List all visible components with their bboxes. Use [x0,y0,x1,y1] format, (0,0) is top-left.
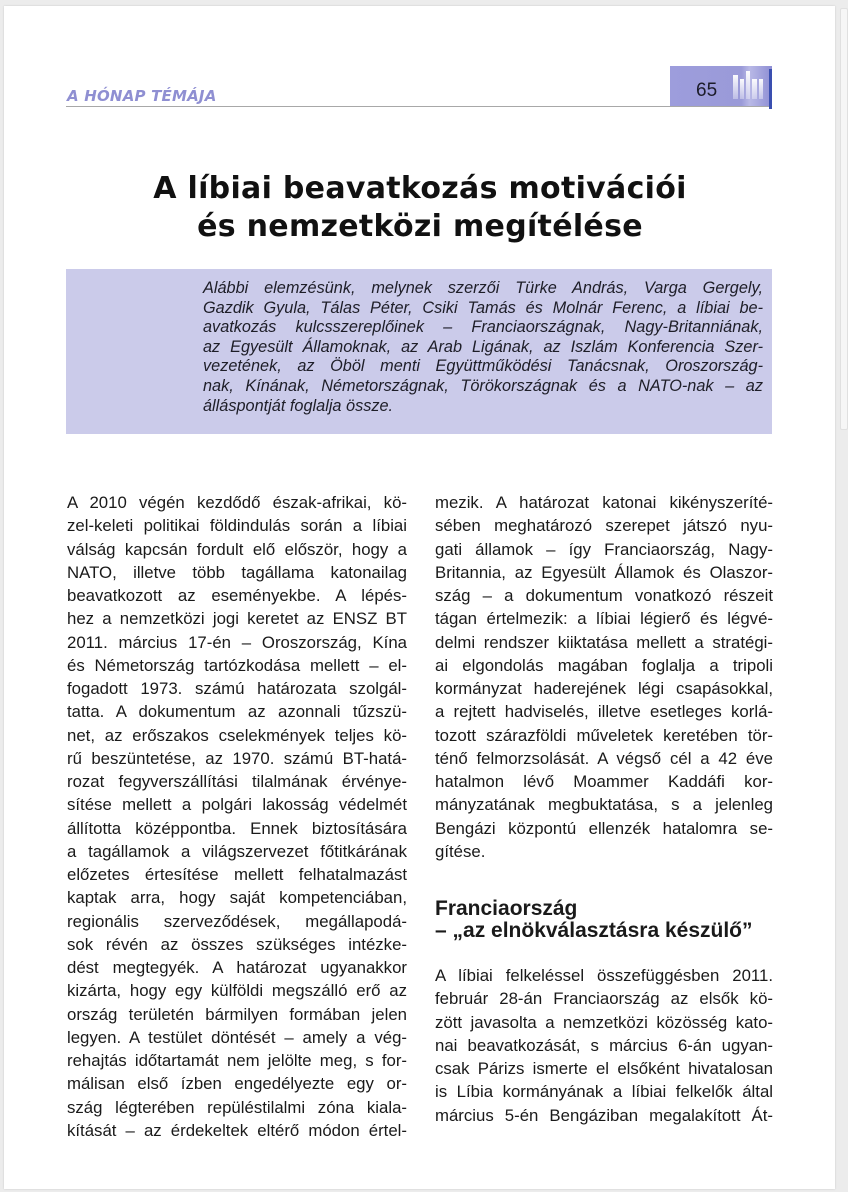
body-line: a tagállamok a világszervezet főtitkárának [67,841,407,861]
logo-accent-bar [769,69,772,109]
body-line: is Líbia kormányának a líbiai felkelők által [435,1082,773,1102]
lead-line: Alábbi elemzésünk, melynek szerzői Türke András, Varga Gergely, [203,279,763,297]
title-line: A líbiai beavatkozás motivációi [153,171,687,206]
body-line: legyen. A testület döntését – amely a vég- [67,1027,407,1047]
scrollbar-track[interactable] [835,0,848,1192]
magazine-logo-icon [731,69,769,103]
body-line: ország területén bármilyen formában jelen [67,1004,407,1024]
scrollbar-thumb[interactable] [840,8,848,430]
lead-line: avatkozás kulcsszereplőinek – Franciaországnak, Nagy-Britanniának, [203,318,763,337]
body-line: rű beszüntetése, az 1970. számú BT-hatá- [67,748,407,768]
lead-line: álláspontját foglalja össze. [203,396,394,415]
body-line: mányzatának megbuktatása, s a jelenleg [435,795,773,815]
body-line: regionális szerveződések, megállapodá- [67,911,407,931]
section-label: A HÓNAP TÉMÁJA [67,87,217,105]
body-line: tágan értelmezik: a líbiai légierő és légvé- [435,609,773,629]
body-line: a rejtett hadviselés, illetve esetleges korlá- [435,702,773,722]
lead-line: nak, Kínának, Németországnak, Törökországnak és a NATO-nak – az [203,376,763,395]
body-line: nai beavatkozását, s március 6-án ugyan- [435,1035,773,1055]
body-line: kítását – az érdekeltek eltérő módon értel- [67,1120,407,1140]
body-line: és Németország tartózkodása mellett – el- [67,655,407,675]
section-heading-line: – „az elnökválasztásra készülő” [435,919,753,942]
body-line: málisan első ízben engedélyezte egy or- [67,1074,407,1094]
body-line: kizárta, hogy egy külföldi megszálló erő az [67,981,407,1001]
lead-line: Gazdik Gyula, Tálas Péter, Csiki Tamás és Molnár Ferenc, a líbiai be- [203,298,763,317]
body-line: zött javasolta a nemzetközi közösség kato- [435,1012,773,1032]
body-line: kormányzat haderejének légi csapásokkal, [435,679,773,698]
body-line: ténő felmorzsolását. A végső cél a 42 éve [435,748,773,768]
body-line: gítése. [435,841,486,861]
body-line: tatta. A dokumentum az azonnali tűzszü- [67,702,407,722]
body-line: beavatkozott az eseményekbe. A lépés- [67,586,407,605]
body-line: net, az erőszakos cselekmények teljes kö- [67,725,407,745]
body-line: hez a nemzetközi jogi keretet az ENSZ BT [67,609,407,629]
lead-line: az Egyesült Államoknak, az Arab Ligának, az Iszlám Konferencia Szer- [203,337,763,356]
body-line: csak Párizs ismerte el elsőként hivatalosan [435,1059,773,1078]
section-paragraph [435,964,773,1127]
body-line: előzetes értesítése mellett felhatalmazást [67,865,407,884]
page-number-box [670,66,772,106]
body-line: rehajtás időtartamát nem jelölte meg, s for- [67,1051,407,1070]
body-column-right [435,491,773,863]
header-divider [66,106,772,107]
lead-box [66,269,772,434]
body-line: A 2010 végén kezdődő észak-afrikai, kö- [67,493,407,512]
lead-line: vezetének, az Öböl menti Együttműködési Tanácsnak, Oroszország- [203,357,763,376]
body-line: Britannia, az Egyesült Államok és Olaszor- [435,562,773,582]
lead-paragraph [203,279,763,416]
body-line: A líbiai felkeléssel összefüggésben 2011. [435,966,773,985]
body-line: dést megtegyék. A határozat ugyanakkor [67,958,407,977]
body-line: sítése mellett a polgári lakosság védelmét [67,795,407,815]
body-line: gati államok – így Franciaország, Nagy- [435,539,773,559]
body-line: Bengázi központú ellenzék hatalomra se- [435,818,773,838]
body-line: fogadott 1973. számú határozata szolgál- [67,679,407,698]
body-line: 2011. március 17-én – Oroszország, Kína [67,632,407,652]
body-line: állította középpontba. Ennek biztosítására [67,818,407,838]
body-line: március 5-én Bengáziban megalakított Át- [435,1105,773,1125]
article-title [100,170,740,246]
body-line: hatalmon lévő Moammer Kaddáfi kor- [435,772,773,791]
body-line: szág – a dokumentum vonatkozó részeit [435,586,773,605]
body-line: zel-keleti politikai földindulás során a líbiai [67,516,407,536]
section-heading-line: Franciaország [435,897,578,920]
body-line: delmi rendszer kiiktatása mellett a stratégi- [435,632,773,652]
body-line: tozott szárazföldi műveletek keretében tör- [435,725,773,745]
body-line: sok révén az összes szükséges intézke- [67,934,407,954]
body-line: szág légterében repüléstilalmi zóna kiala- [67,1097,407,1117]
body-line: mezik. A határozat katonai kikényszeríté- [435,493,773,512]
body-line: rozat fegyverszállítási tilalmának érvénye- [67,772,407,791]
body-line: február 28-án Franciaország az elsők kö- [435,989,773,1009]
title-line: és nemzetközi megítélése [197,209,643,244]
body-line: ai elgondolás magában foglalja a tripoli [435,655,773,675]
body-line: sében meghatározó szerepet játszó nyu- [435,516,773,536]
page-number: 65 [696,80,718,101]
section-heading [435,898,775,942]
body-line: válság kapcsán fordult elő először, hogy a [67,539,407,559]
body-line: NATO, illetve több tagállama katonailag [67,562,407,582]
body-column-left [67,491,407,1142]
body-line: kaptak arra, hogy saját kompetenciában, [67,888,407,908]
